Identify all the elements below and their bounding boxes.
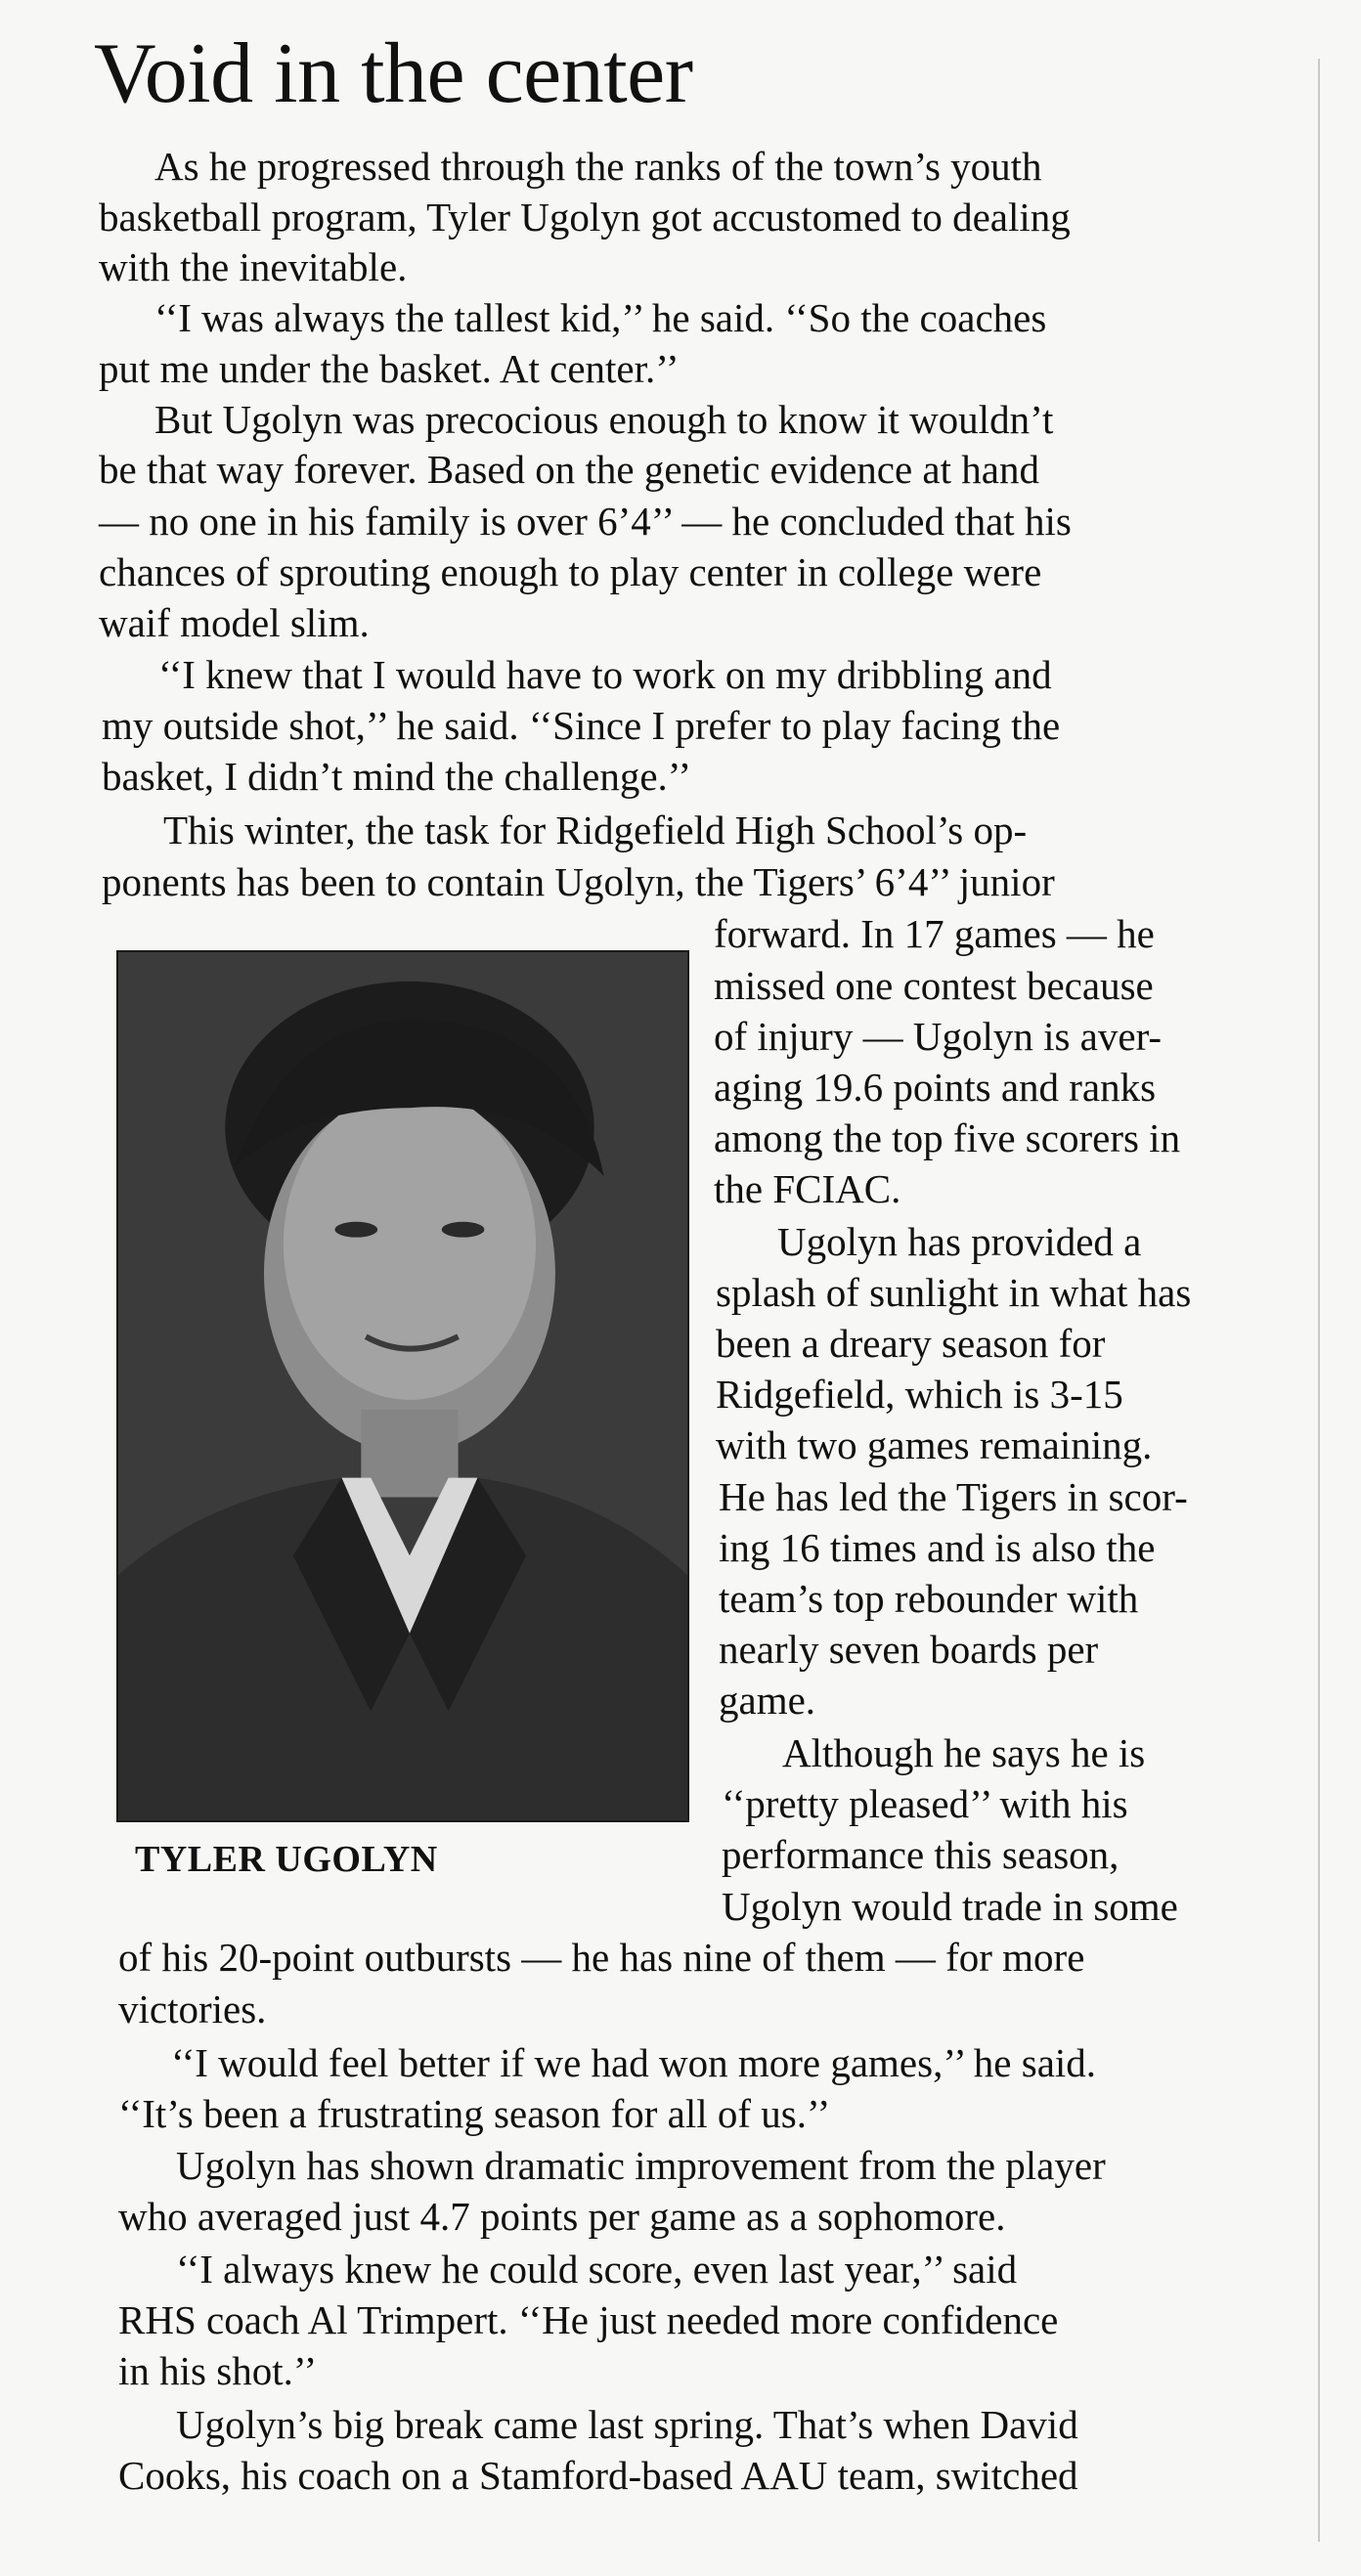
text-line: game. bbox=[719, 1678, 816, 1723]
text-line: among the top five scorers in bbox=[714, 1115, 1181, 1160]
text-line: of his 20-point outbursts — he has nine of them — for more bbox=[118, 1935, 1085, 1980]
text-line: Although he says he is bbox=[782, 1730, 1146, 1775]
portrait-illustration bbox=[118, 952, 687, 1820]
player-photo bbox=[116, 950, 689, 1822]
text-line: RHS coach Al Trimpert. ‘‘He just needed more confidence bbox=[118, 2297, 1059, 2342]
text-line: Ugolyn has provided a bbox=[777, 1219, 1142, 1264]
text-line: in his shot.’’ bbox=[118, 2348, 318, 2393]
text-line: waif model slim. bbox=[99, 600, 370, 645]
text-line: missed one contest because bbox=[714, 963, 1154, 1008]
text-line: who averaged just 4.7 points per game as a sophomore. bbox=[118, 2194, 1006, 2239]
column-rule bbox=[1318, 59, 1320, 2542]
text-line: ponents has been to contain Ugolyn, the Tigers’ 6’4’’ junior bbox=[102, 859, 1055, 904]
text-line: Ridgefield, which is 3-15 bbox=[716, 1372, 1123, 1417]
text-line: splash of sunlight in what has bbox=[716, 1270, 1192, 1315]
text-line: forward. In 17 games — he bbox=[714, 911, 1155, 956]
text-line: performance this season, bbox=[722, 1832, 1120, 1877]
text-line: ing 16 times and is also the bbox=[719, 1525, 1156, 1570]
text-line: be that way forever. Based on the genetic evidence at hand bbox=[99, 447, 1039, 492]
text-line: put me under the basket. At center.’’ bbox=[99, 346, 680, 391]
text-line: — no one in his family is over 6’4’’ — he concluded that his bbox=[99, 499, 1072, 544]
text-line: Ugolyn would trade in some bbox=[722, 1884, 1178, 1929]
text-line: basket, I didn’t mind the challenge.’’ bbox=[102, 754, 692, 799]
text-line: basketball program, Tyler Ugolyn got accustomed to dealing bbox=[99, 195, 1071, 240]
text-line: ‘‘I would feel better if we had won more games,’’ he said. bbox=[171, 2040, 1097, 2085]
text-line: been a dreary season for bbox=[716, 1321, 1106, 1366]
photo-caption: TYLER UGOLYN bbox=[135, 1839, 438, 1880]
text-line: the FCIAC. bbox=[714, 1166, 901, 1211]
text-line: with the inevitable. bbox=[99, 244, 408, 289]
headline: Void in the center bbox=[94, 26, 693, 121]
text-line: ‘‘I knew that I would have to work on my dribbling and bbox=[158, 652, 1052, 697]
text-line: ‘‘I was always the tallest kid,’’ he said. ‘‘So the coaches bbox=[154, 295, 1047, 340]
text-line: Ugolyn’s big break came last spring. That’s when David bbox=[176, 2402, 1078, 2447]
text-line: ‘‘It’s been a frustrating season for all of us.’’ bbox=[118, 2091, 831, 2136]
text-line: This winter, the task for Ridgefield High School’s op- bbox=[163, 808, 1028, 852]
text-line: aging 19.6 points and ranks bbox=[714, 1065, 1157, 1110]
text-line: Ugolyn has shown dramatic improvement from the player bbox=[176, 2143, 1106, 2188]
text-line: As he progressed through the ranks of the town’s youth bbox=[154, 144, 1042, 189]
text-line: victories. bbox=[118, 1987, 267, 2031]
text-line: But Ugolyn was precocious enough to know it wouldn’t bbox=[154, 397, 1054, 442]
text-line: Cooks, his coach on a Stamford-based AAU team, switched bbox=[118, 2453, 1078, 2498]
text-line: He has led the Tigers in scor- bbox=[719, 1474, 1188, 1519]
text-line: ‘‘I always knew he could score, even last year,’’ said bbox=[176, 2247, 1018, 2292]
text-line: of injury — Ugolyn is aver- bbox=[714, 1014, 1163, 1059]
text-line: chances of sprouting enough to play center in college were bbox=[99, 549, 1042, 594]
text-line: ‘‘pretty pleased’’ with his bbox=[722, 1781, 1128, 1826]
text-line: with two games remaining. bbox=[716, 1422, 1153, 1467]
text-line: my outside shot,’’ he said. ‘‘Since I prefer to play facing the bbox=[102, 703, 1061, 748]
text-line: team’s top rebounder with bbox=[719, 1576, 1139, 1621]
text-line: nearly seven boards per bbox=[719, 1627, 1099, 1672]
